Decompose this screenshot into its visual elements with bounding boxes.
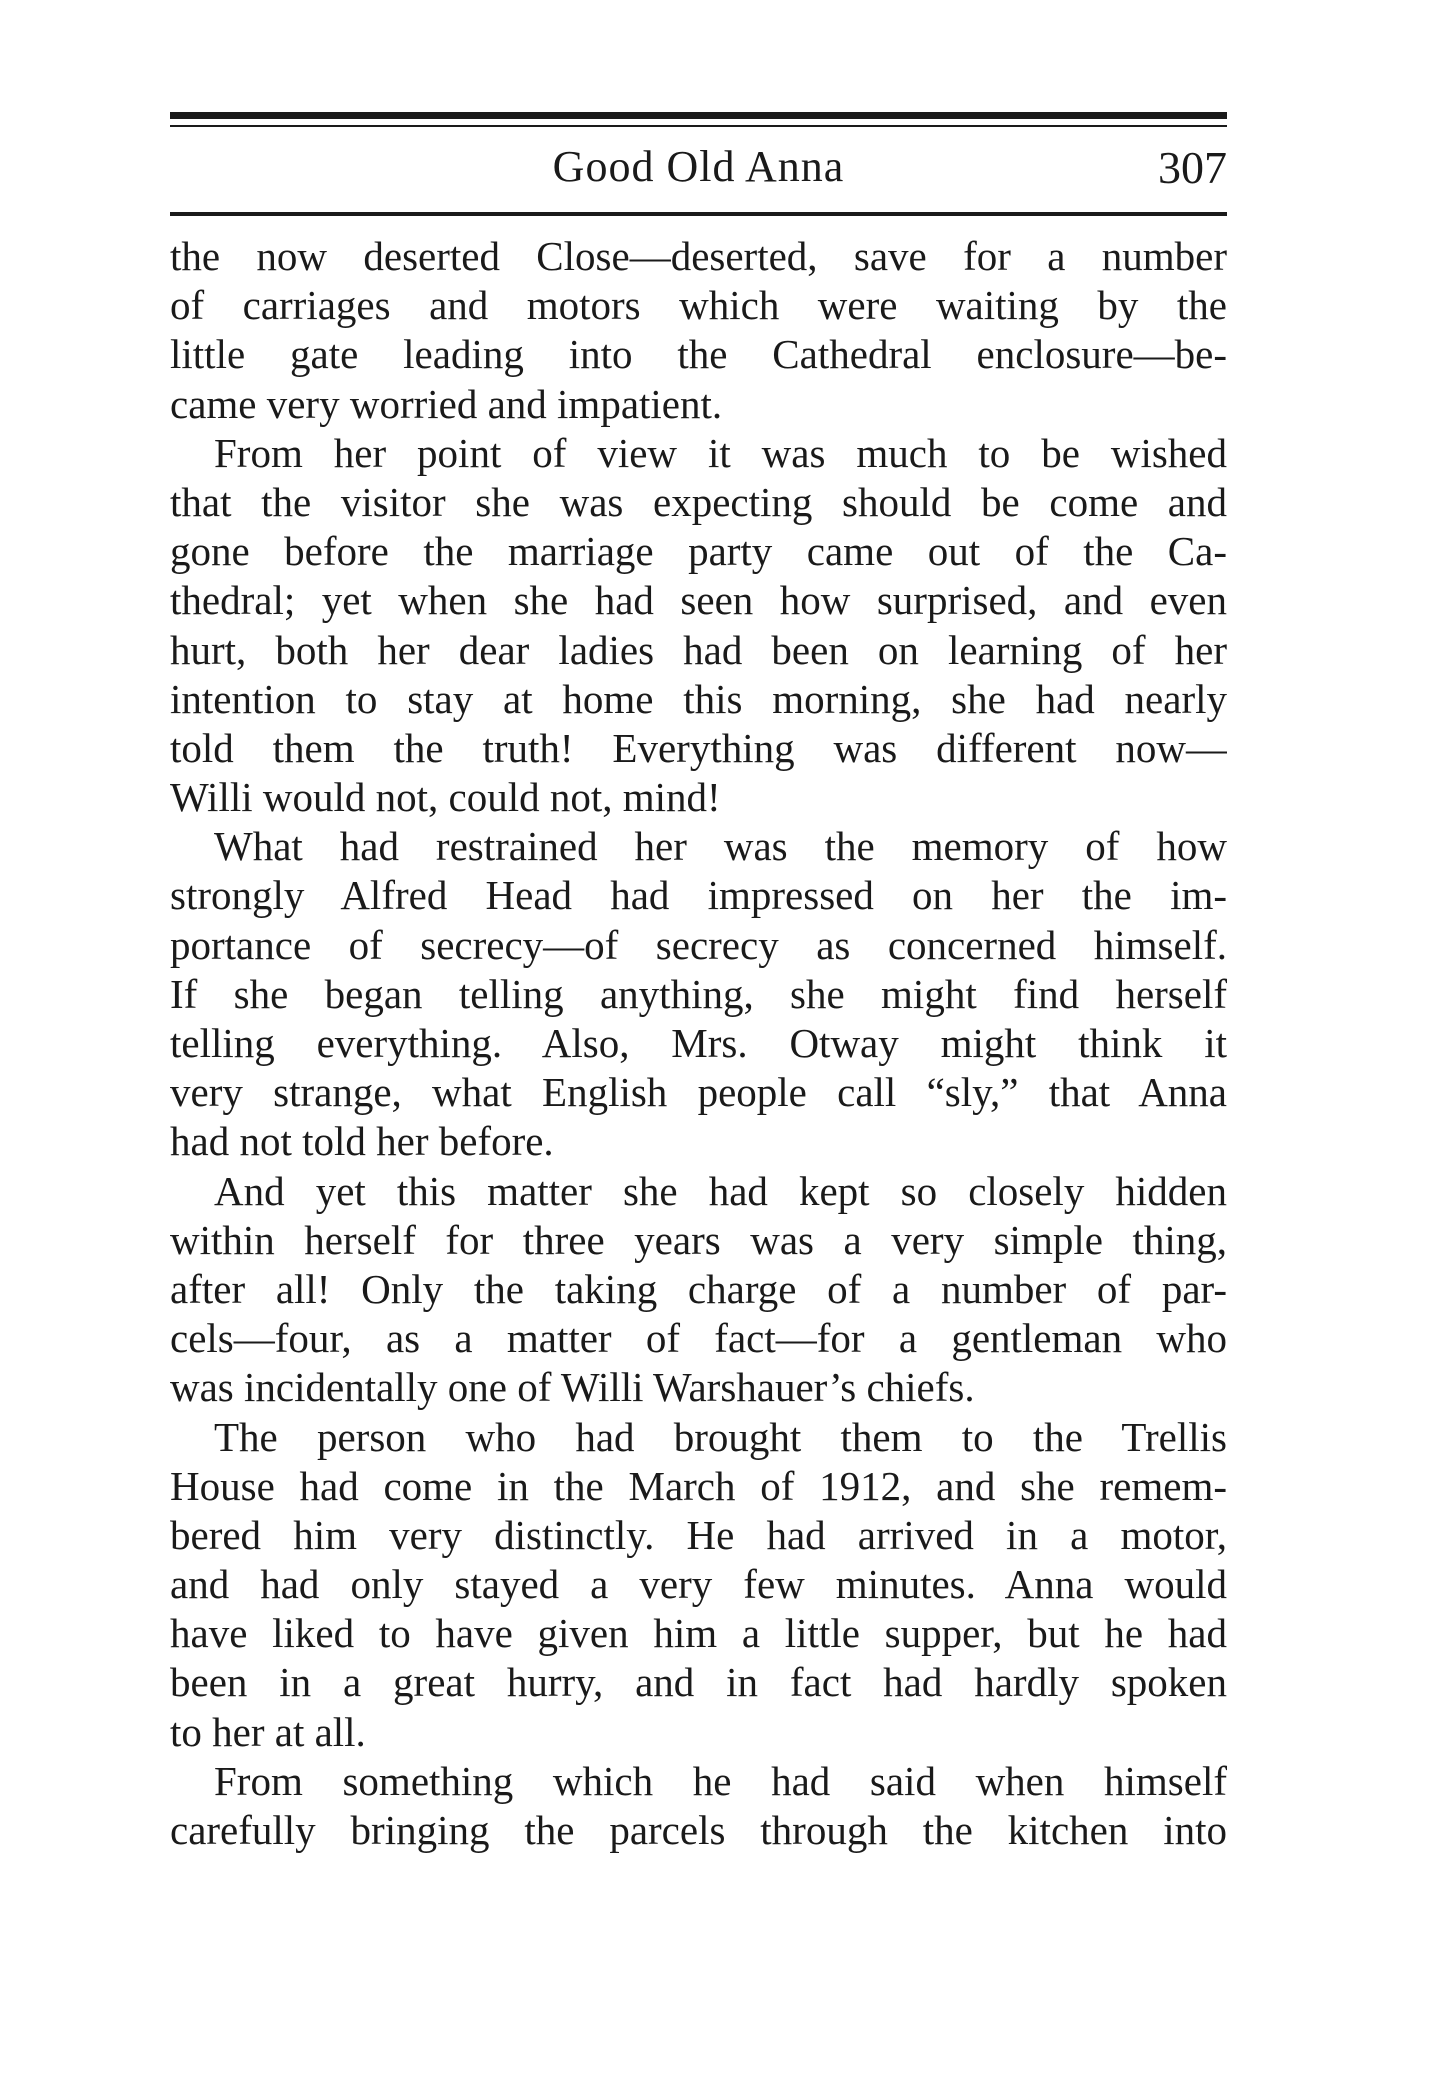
- text-line: the now deserted Close—deserted, save for a number: [170, 233, 1227, 279]
- text-line: after all! Only the taking charge of a number of par-: [170, 1265, 1227, 1312]
- text-line: came very worried and impatient.: [170, 380, 723, 427]
- text-line: cels—four, as a matter of fact—for a gentleman who: [170, 1315, 1227, 1362]
- text-line: strongly Alfred Head had impressed on her the im-: [170, 872, 1227, 919]
- text-line: and had only stayed a very few minutes. Anna would: [170, 1561, 1227, 1608]
- text-line: told them the truth! Everything was different now—: [170, 724, 1227, 771]
- text-line: that the visitor she was expecting should be come and: [170, 478, 1227, 525]
- running-head: [170, 135, 1227, 207]
- running-title: Good Old Anna: [552, 142, 845, 191]
- text-line: House had come in the March of 1912, and she remem-: [170, 1462, 1227, 1509]
- text-line: was incidentally one of Willi Warshauer’s chiefs.: [170, 1364, 975, 1411]
- text-line: thedral; yet when she had seen how surprised, and even: [170, 577, 1227, 624]
- text-line: to her at all.: [170, 1708, 366, 1755]
- text-line: The person who had brought them to the Trellis: [214, 1413, 1227, 1460]
- text-line: within herself for three years was a very simple thing,: [170, 1216, 1227, 1263]
- text-line: bered him very distinctly. He had arrived in a motor,: [170, 1511, 1227, 1558]
- text-line: carefully bringing the parcels through the kitchen into: [170, 1807, 1227, 1853]
- body-text: [170, 232, 1227, 1855]
- text-line: What had restrained her was the memory of how: [214, 823, 1227, 870]
- text-line: From something which he had said when himself: [214, 1757, 1227, 1804]
- text-line: very strange, what English people call “sly,” that Anna: [170, 1069, 1227, 1116]
- text-line: of carriages and motors which were waiting by the: [170, 282, 1227, 329]
- text-line: intention to stay at home this morning, she had nearly: [170, 675, 1227, 722]
- header-rule-bottom: [170, 212, 1227, 216]
- header-rule-thick: [170, 112, 1227, 119]
- text-line: had not told her before.: [170, 1118, 554, 1165]
- text-line: been in a great hurry, and in fact had hardly spoken: [170, 1659, 1227, 1706]
- text-line: little gate leading into the Cathedral enclosure—be-: [170, 331, 1227, 378]
- text-line: portance of secrecy—of secrecy as concerned himself.: [170, 921, 1227, 968]
- text-line: hurt, both her dear ladies had been on learning of her: [170, 626, 1227, 673]
- text-line: gone before the marriage party came out of the Ca-: [170, 528, 1227, 575]
- text-line: have liked to have given him a little supper, but he had: [170, 1610, 1227, 1657]
- header-rule-thin: [170, 125, 1227, 127]
- text-line: From her point of view it was much to be wished: [214, 429, 1227, 476]
- text-line: Willi would not, could not, mind!: [170, 774, 721, 821]
- text-line: If she began telling anything, she might find herself: [170, 970, 1227, 1017]
- text-line: And yet this matter she had kept so closely hidden: [214, 1167, 1227, 1214]
- page-number: 307: [1158, 142, 1227, 193]
- text-line: telling everything. Also, Mrs. Otway might think it: [170, 1020, 1227, 1066]
